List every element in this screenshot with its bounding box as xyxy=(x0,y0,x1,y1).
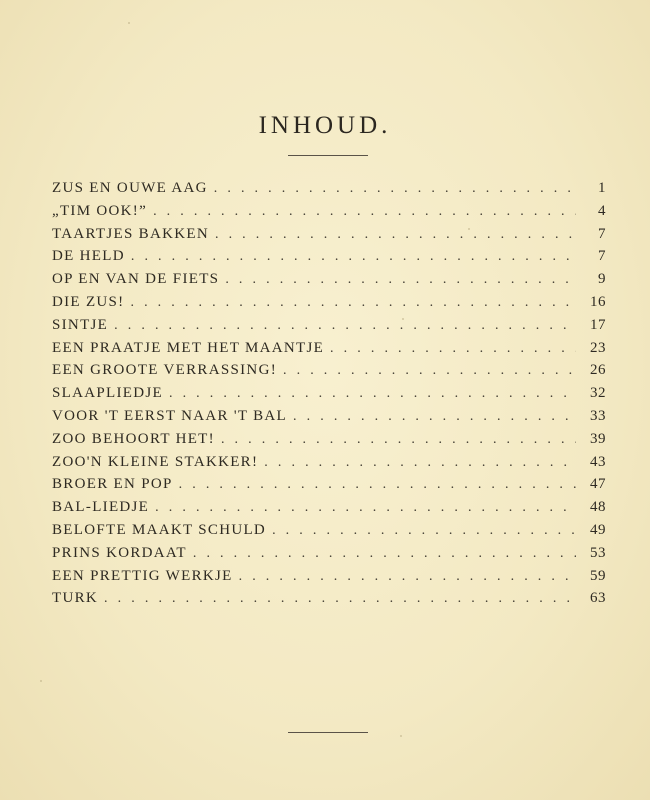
bottom-divider xyxy=(288,732,368,733)
dot-leader xyxy=(130,295,576,311)
dot-leader xyxy=(131,249,576,265)
top-divider xyxy=(288,155,368,156)
toc-entry-title: EEN PRAATJE MET HET MAANTJE xyxy=(52,339,325,356)
toc-entry xyxy=(52,431,606,454)
toc-entry-page-number: 59 xyxy=(590,567,606,584)
paper-speck xyxy=(402,318,404,320)
toc-entry-page-number: 7 xyxy=(598,248,606,265)
dot-leader xyxy=(239,569,576,585)
toc-entry-title: PRINS KORDAAT xyxy=(52,544,187,561)
toc-entry-title: ZOO'N KLEINE STAKKER! xyxy=(52,453,259,470)
toc-entry xyxy=(52,362,606,385)
page-title: INHOUD. xyxy=(258,111,392,139)
toc-entry xyxy=(52,203,606,226)
toc-entry-page-number: 33 xyxy=(590,407,606,424)
dot-leader xyxy=(221,432,576,448)
toc-entry xyxy=(52,385,606,408)
toc-entry xyxy=(52,568,606,591)
toc-entry-title: DE HELD xyxy=(52,248,125,265)
dot-leader xyxy=(153,204,576,220)
toc-entry xyxy=(52,476,606,499)
toc-entry-page-number: 39 xyxy=(590,430,606,447)
toc-entry-page-number: 53 xyxy=(590,544,606,561)
toc-entry-title: ZUS EN OUWE AAG xyxy=(52,180,208,196)
toc-entry xyxy=(52,499,606,522)
toc-entry-page-number: 16 xyxy=(590,293,606,310)
dot-leader xyxy=(264,455,576,471)
toc-entry-title: TURK xyxy=(52,590,99,607)
dot-leader xyxy=(193,546,576,562)
table-of-contents xyxy=(52,180,606,613)
toc-entry xyxy=(52,248,606,271)
toc-entry xyxy=(52,271,606,294)
toc-entry-page-number: 47 xyxy=(590,476,606,493)
toc-entry xyxy=(52,545,606,568)
toc-entry-page-number: 1 xyxy=(598,180,606,196)
toc-entry-page-number: 4 xyxy=(598,202,606,219)
toc-entry-title: TAARTJES BAKKEN xyxy=(52,225,209,242)
toc-entry-page-number: 17 xyxy=(590,316,606,333)
dot-leader xyxy=(283,363,576,379)
dot-leader xyxy=(169,386,576,402)
toc-entry-title: „TIM OOK!” xyxy=(52,202,148,219)
toc-entry-page-number: 63 xyxy=(590,590,606,607)
toc-entry xyxy=(52,340,606,363)
toc-entry-page-number: 7 xyxy=(598,225,606,242)
paper-speck xyxy=(400,735,402,737)
dot-leader xyxy=(104,591,576,607)
toc-entry-title: OP EN VAN DE FIETS xyxy=(52,271,220,288)
toc-entry xyxy=(52,454,606,477)
paper-speck xyxy=(128,22,130,24)
dot-leader xyxy=(215,227,576,243)
toc-entry-page-number: 26 xyxy=(590,362,606,379)
toc-entry xyxy=(52,317,606,340)
toc-entry-title: ZOO BEHOORT HET! xyxy=(52,430,215,447)
toc-entry xyxy=(52,294,606,317)
toc-entry xyxy=(52,180,606,203)
toc-entry-page-number: 43 xyxy=(590,453,606,470)
toc-entry-page-number: 23 xyxy=(590,339,606,356)
toc-entry-page-number: 9 xyxy=(598,271,606,288)
dot-leader xyxy=(330,341,576,357)
toc-entry-title: BAL-LIEDJE xyxy=(52,499,150,516)
toc-entry-title: SINTJE xyxy=(52,316,109,333)
toc-entry-page-number: 49 xyxy=(590,521,606,538)
dot-leader xyxy=(114,318,576,334)
toc-entry xyxy=(52,408,606,431)
dot-leader xyxy=(272,523,576,539)
toc-entry-title: EEN GROOTE VERRASSING! xyxy=(52,362,277,379)
toc-entry xyxy=(52,226,606,249)
toc-entry-title: DIE ZUS! xyxy=(52,293,125,310)
paper-speck xyxy=(468,228,470,230)
dot-leader xyxy=(214,181,576,197)
toc-entry xyxy=(52,522,606,545)
dot-leader xyxy=(225,272,576,288)
toc-entry-page-number: 48 xyxy=(590,499,606,516)
toc-entry-title: SLAAPLIEDJE xyxy=(52,385,163,402)
toc-entry-title: EEN PRETTIG WERKJE xyxy=(52,567,233,584)
toc-entry xyxy=(52,590,606,613)
toc-entry-title: BROER EN POP xyxy=(52,476,173,493)
paper-speck xyxy=(40,680,42,682)
toc-entry-title: BELOFTE MAAKT SCHULD xyxy=(52,521,267,538)
dot-leader xyxy=(155,500,576,516)
toc-entry-page-number: 32 xyxy=(590,385,606,402)
dot-leader xyxy=(293,409,576,425)
dot-leader xyxy=(179,477,576,493)
toc-entry-title: VOOR 'T EERST NAAR 'T BAL xyxy=(52,407,288,424)
